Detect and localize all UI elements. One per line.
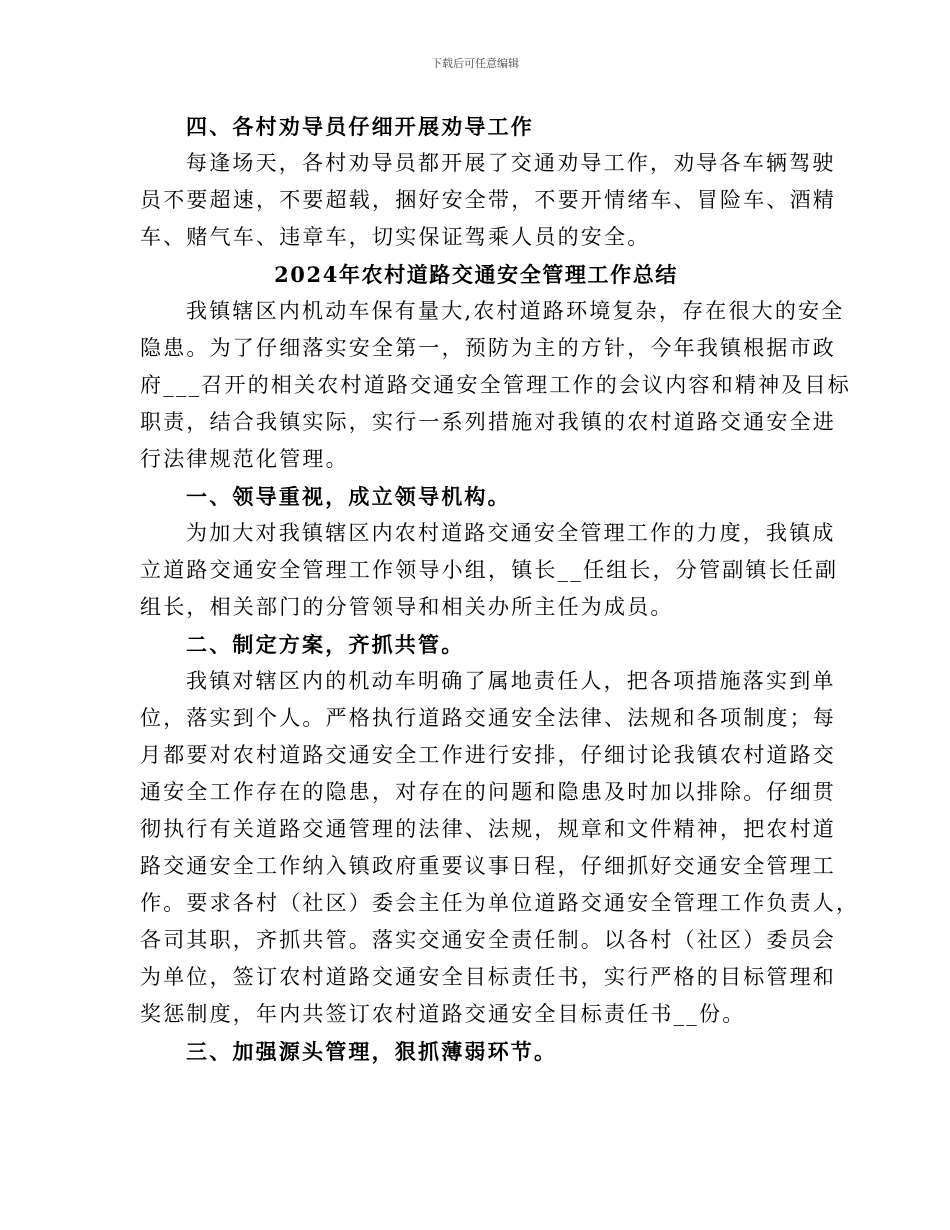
paragraph-line: 作。要求各村（社区）委会主任为单位道路交通安全管理工作负责人， [140, 891, 860, 915]
paragraph-line: 为单位，签订农村道路交通安全目标责任书，实行严格的目标管理和 [140, 965, 836, 989]
paragraph-line: 隐患。为了仔细落实安全第一，预防为主的方针，今年我镇根据市政 [140, 336, 836, 360]
paragraph-line: 职责，结合我镇实际，实行一系列措施对我镇的农村道路交通安全进 [140, 410, 836, 434]
document-body [140, 108, 860, 1070]
document-title: 2024年农村道路交通安全管理工作总结 [274, 262, 678, 287]
paragraph-line: 月都要对农村道路交通安全工作进行安排，仔细讨论我镇农村道路交 [140, 743, 836, 767]
paragraph-line: 行法律规范化管理。 [140, 447, 349, 471]
paragraph-line: 各司其职，齐抓共管。落实交通安全责任制。以各村（社区）委员会 [140, 928, 836, 952]
paragraph-line: 员不要超速，不要超载，捆好安全带，不要开情绪车、冒险车、酒精 [140, 188, 836, 212]
page-header-note: 下载后可任意编辑 [431, 57, 519, 70]
section-heading-4: 四、各村劝导员仔细开展劝导工作 [186, 114, 534, 139]
paragraph-line: 路交通安全工作纳入镇政府重要议事日程，仔细抓好交通安全管理工 [140, 854, 836, 878]
paragraph-line: 奖惩制度，年内共签订农村道路交通安全目标责任书__份。 [140, 1002, 746, 1026]
section-heading-3: 三、加强源头管理，狠抓薄弱环节。 [186, 1039, 558, 1064]
paragraph-line: 我镇辖区内机动车保有量大,农村道路环境复杂，存在很大的安全 [186, 299, 845, 323]
section-heading-2: 二、制定方案，齐抓共管。 [186, 632, 465, 657]
paragraph-line: 组长，相关部门的分管领导和相关办所主任为成员。 [140, 595, 674, 619]
paragraph-line: 立道路交通安全管理工作领导小组，镇长__任组长，分管副镇长任副 [140, 558, 839, 582]
paragraph-line: 位，落实到个人。严格执行道路交通安全法律、法规和各项制度；每 [140, 706, 836, 730]
paragraph-line: 车、赌气车、违章车，切实保证驾乘人员的安全。 [140, 225, 651, 249]
paragraph-line: 通安全工作存在的隐患，对存在的问题和隐患及时加以排除。仔细贯 [140, 780, 836, 804]
paragraph-line: 为加大对我镇辖区内农村道路交通安全管理工作的力度，我镇成 [186, 521, 836, 545]
paragraph-line: 彻执行有关道路交通管理的法律、法规，规章和文件精神，把农村道 [140, 817, 836, 841]
paragraph-line: 每逢场天，各村劝导员都开展了交通劝导工作，劝导各车辆驾驶 [186, 151, 836, 175]
section-heading-1: 一、领导重视，成立领导机构。 [186, 484, 511, 509]
paragraph-line: 府___召开的相关农村道路交通安全管理工作的会议内容和精神及目标 [140, 373, 851, 397]
paragraph-line: 我镇对辖区内的机动车明确了属地责任人，把各项措施落实到单 [186, 669, 836, 693]
